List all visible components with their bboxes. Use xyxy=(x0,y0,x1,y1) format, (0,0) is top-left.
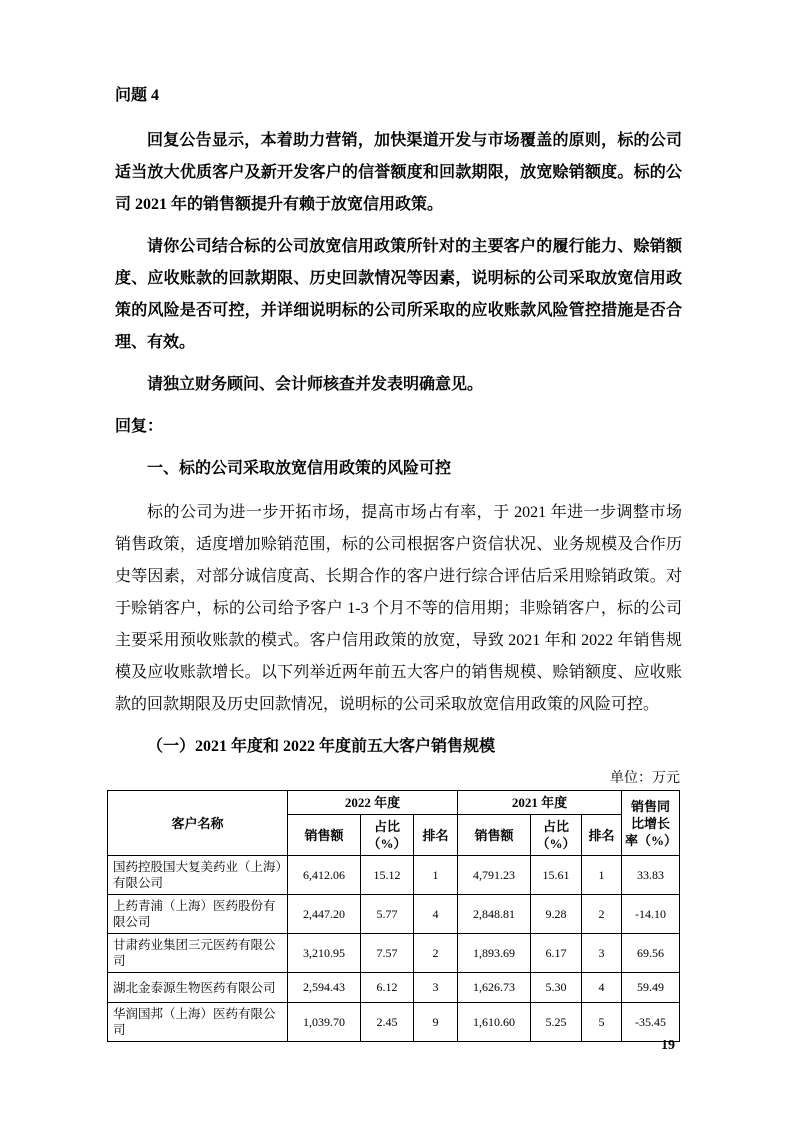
yoy-cell: -14.10 xyxy=(622,895,680,934)
unit-note: 单位：万元 xyxy=(610,771,680,786)
sales-2022-cell: 2,594.43 xyxy=(288,973,361,1003)
table-header-row-1 xyxy=(108,791,680,815)
header-ratio-2022: 占比（%） xyxy=(361,815,414,856)
rank-2022-cell: 3 xyxy=(414,973,458,1003)
quoted-paragraph-1: 回复公告显示，本着助力营销，加快渠道开发与市场覆盖的原则，标的公司适当放大优质客户及新开发客户的信誉额度和回款期限，放宽赊销额度。标的公司 2021 年的销售额提升有赖于放宽信用政策。 xyxy=(115,132,682,213)
subsection-heading: （一）2021 年度和 2022 年度前五大客户销售规模 xyxy=(147,738,496,755)
header-rank-2021: 排名 xyxy=(582,815,622,856)
header-year-2022: 2022 年度 xyxy=(288,791,458,815)
quoted-paragraph-3: 请独立财务顾问、会计师核查并发表明确意见。 xyxy=(147,376,484,393)
table-row xyxy=(108,1003,680,1042)
rank-2021-cell: 4 xyxy=(582,973,622,1003)
rank-2022-cell: 9 xyxy=(414,1003,458,1042)
sales-table xyxy=(107,790,680,1042)
sales-2021-cell: 1,893.69 xyxy=(458,934,531,973)
table-row xyxy=(108,895,680,934)
ratio-2022-cell: 15.12 xyxy=(361,856,414,895)
ratio-2021-cell: 6.17 xyxy=(531,934,582,973)
customer-name-cell: 华润国邦（上海）医药有限公司 xyxy=(108,1003,288,1042)
reply-label: 回复： xyxy=(115,418,164,435)
sales-2021-cell: 1,610.60 xyxy=(458,1003,531,1042)
customer-name-cell: 甘肃药业集团三元医药有限公司 xyxy=(108,934,288,973)
header-year-2021: 2021 年度 xyxy=(458,791,622,815)
table-row xyxy=(108,856,680,895)
ratio-2022-cell: 5.77 xyxy=(361,895,414,934)
sales-2022-cell: 3,210.95 xyxy=(288,934,361,973)
document-content xyxy=(115,82,682,1042)
header-customer-name: 客户名称 xyxy=(108,791,288,856)
section-1-body: 标的公司为进一步开拓市场，提高市场占有率，于 2021 年进一步调整市场销售政策，适度增加赊销范围，标的公司根据客户资信状况、业务规模及合作历史等因素，对部分诚信度高、长期合作的客户进行综合评估后采用赊销政策。对于赊销客户，标的公司给予客户 1-3 个月不等的信用期；非赊销客户，标的公司主要采用预收账款的模式。客户信用政策的放宽，导致 2021 年和 2022 年销售规模及应收账款增长。以下列举近两年前五大客户的销售规模、赊销额度、应收账款的回款期限及历史回款情况，说明标的公司采取放宽信用政策的风险可控。 xyxy=(115,504,682,713)
section-1-heading: 一、标的公司采取放宽信用政策的风险可控 xyxy=(147,460,452,477)
customer-name-cell: 国药控股国大复美药业（上海）有限公司 xyxy=(108,856,288,895)
ratio-2021-cell: 15.61 xyxy=(531,856,582,895)
rank-2022-cell: 2 xyxy=(414,934,458,973)
table-row xyxy=(108,934,680,973)
table-row xyxy=(108,973,680,1003)
ratio-2022-cell: 6.12 xyxy=(361,973,414,1003)
customer-name-cell: 湖北金泰源生物医药有限公司 xyxy=(108,973,288,1003)
ratio-2021-cell: 5.30 xyxy=(531,973,582,1003)
yoy-cell: -35.45 xyxy=(622,1003,680,1042)
sales-2021-cell: 4,791.23 xyxy=(458,856,531,895)
ratio-2022-cell: 2.45 xyxy=(361,1003,414,1042)
sales-2022-cell: 2,447.20 xyxy=(288,895,361,934)
header-sales-2022: 销售额 xyxy=(288,815,361,856)
page-number: 19 xyxy=(661,1038,675,1053)
sales-2022-cell: 6,412.06 xyxy=(288,856,361,895)
header-yoy-growth: 销售同比增长率（%） xyxy=(622,791,680,856)
rank-2021-cell: 2 xyxy=(582,895,622,934)
sales-2022-cell: 1,039.70 xyxy=(288,1003,361,1042)
header-sales-2021: 销售额 xyxy=(458,815,531,856)
ratio-2021-cell: 9.28 xyxy=(531,895,582,934)
quoted-paragraph-2: 请你公司结合标的公司放宽信用政策所针对的主要客户的履行能力、赊销额度、应收账款的回款期限、历史回款情况等因素，说明标的公司采取放宽信用政策的风险是否可控，并详细说明标的公司所采取的应收账款风险管控措施是否合理、有效。 xyxy=(115,238,682,351)
ratio-2022-cell: 7.57 xyxy=(361,934,414,973)
header-ratio-2021: 占比（%） xyxy=(531,815,582,856)
sales-2021-cell: 1,626.73 xyxy=(458,973,531,1003)
question-heading: 问题 4 xyxy=(115,87,160,104)
sales-2021-cell: 2,848.81 xyxy=(458,895,531,934)
customer-name-cell: 上药青浦（上海）医药股份有限公司 xyxy=(108,895,288,934)
rank-2021-cell: 3 xyxy=(582,934,622,973)
ratio-2021-cell: 5.25 xyxy=(531,1003,582,1042)
rank-2021-cell: 5 xyxy=(582,1003,622,1042)
rank-2022-cell: 4 xyxy=(414,895,458,934)
rank-2021-cell: 1 xyxy=(582,856,622,895)
yoy-cell: 33.83 xyxy=(622,856,680,895)
yoy-cell: 69.56 xyxy=(622,934,680,973)
yoy-cell: 59.49 xyxy=(622,973,680,1003)
rank-2022-cell: 1 xyxy=(414,856,458,895)
header-rank-2022: 排名 xyxy=(414,815,458,856)
